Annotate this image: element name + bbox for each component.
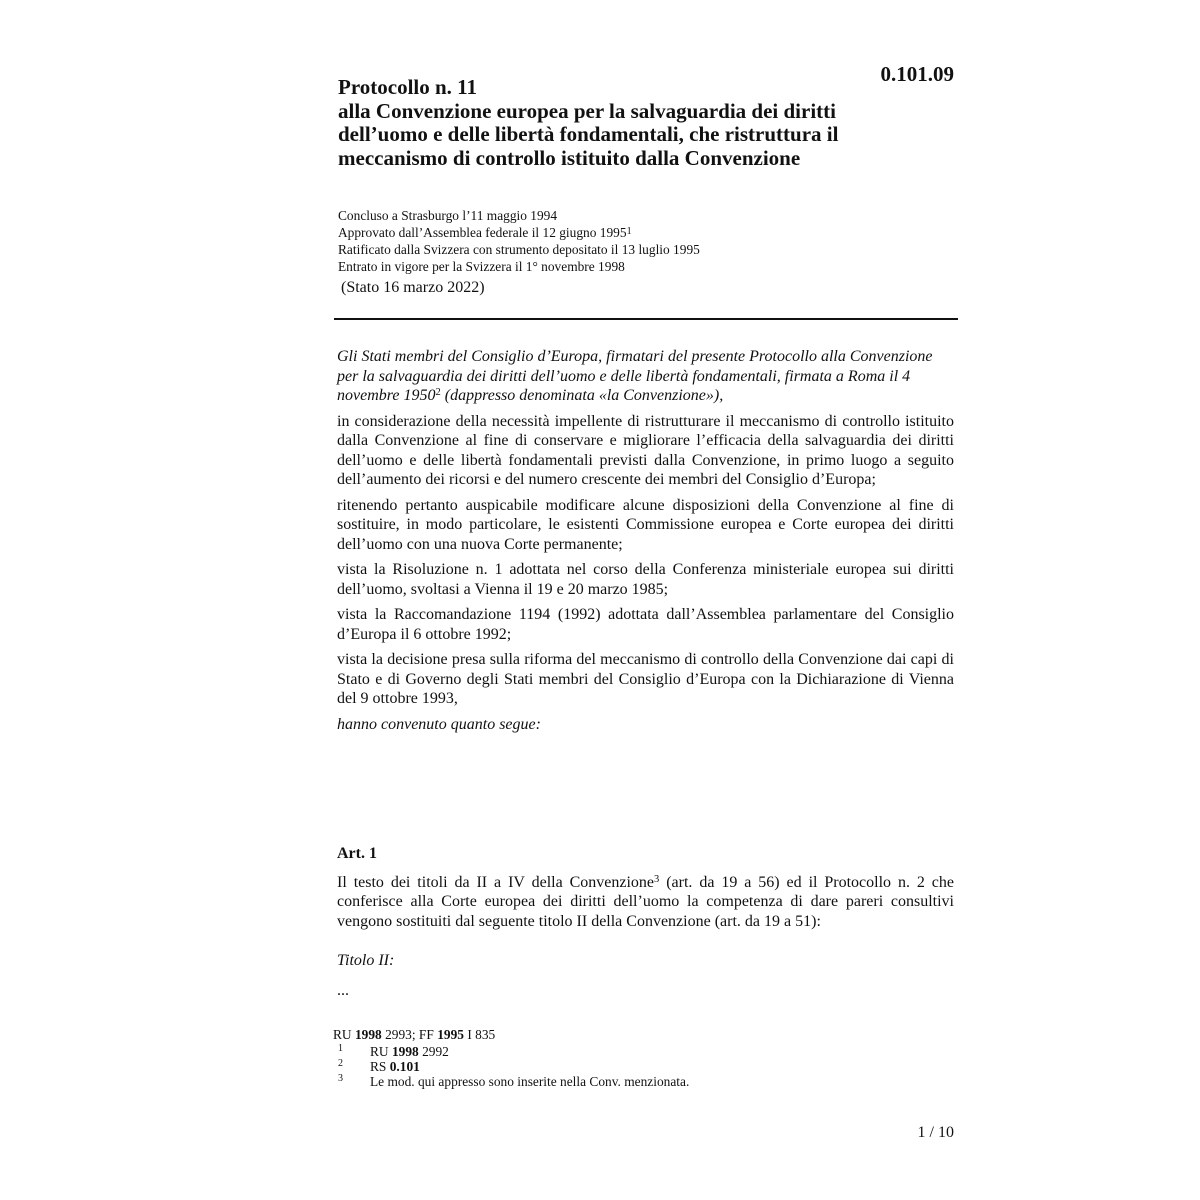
- article-text-part: Il testo dei titoli da II a IV della Convenzione: [337, 873, 655, 891]
- article-text: [337, 873, 954, 932]
- preamble-paragraph: vista la decisione presa sulla riforma del meccanismo di controllo della Convenzione dai capi di Stato e di Governo degli Stati membri del Consiglio d’Europa con la Dichiarazione di Vienna del 9 ottobre 1993,: [337, 651, 954, 707]
- footnote-rest: 2992: [418, 1044, 449, 1059]
- sr-number: 0.101.09: [880, 62, 954, 86]
- treaty-metadata: [338, 207, 938, 275]
- preamble-intro-text: (dappresso denominata «la Convenzione»),: [440, 387, 724, 404]
- ff-year: 1995: [437, 1027, 464, 1042]
- header-divider: [334, 318, 958, 320]
- omission-marker: ...: [337, 982, 349, 999]
- footnote-ref[interactable]: 2: [435, 387, 441, 398]
- footnote-text: [370, 1059, 420, 1075]
- footnote-ref[interactable]: 3: [654, 873, 660, 885]
- document-title: [338, 76, 938, 170]
- approved-line: [338, 224, 938, 241]
- article-heading: Art. 1: [337, 845, 377, 862]
- preamble-paragraph: vista la Risoluzione n. 1 adottata nel corso della Conferenza ministeriale europea sui diritti dell’uomo, svoltasi a Vienna il 19 e 20 marzo 1985;: [337, 561, 954, 598]
- source-reference-text: [333, 1027, 495, 1043]
- footnote-text: [370, 1044, 449, 1060]
- footnote-item: [333, 1044, 953, 1059]
- entry-into-force-line: Entrato in vigore per la Svizzera il 1° novembre 1998: [338, 259, 625, 274]
- footnote-item: [333, 1074, 953, 1089]
- preamble-intro-text: Gli Stati membri del Consiglio d’Europa, firmatari del presente Protocollo alla Convenzione per la salvaguardia dei diritti dell’uomo e delle libertà fondamentali, firmata a Roma il 4 novembre 1950: [337, 348, 933, 404]
- ru-prefix: RU: [333, 1027, 355, 1042]
- footnote-rest: Le mod. qui appresso sono inserite nella Conv. menzionata.: [370, 1074, 690, 1089]
- source-reference: [333, 1027, 953, 1044]
- ff-rest: I 835: [463, 1027, 496, 1042]
- page-number: 1 / 10: [917, 1124, 954, 1141]
- footnotes: [333, 1027, 953, 1089]
- title-line: meccanismo di controllo istituito dalla Convenzione: [338, 145, 801, 170]
- preamble-paragraph: vista la Raccomandazione 1194 (1992) adottata dall’Assemblea parlamentare del Consiglio d’Europa il 6 ottobre 1992;: [337, 606, 954, 643]
- footnote-prefix: RU: [370, 1044, 392, 1059]
- title-heading: Titolo II:: [337, 952, 395, 969]
- footnote-text: [370, 1074, 689, 1090]
- footnote-number: 1: [338, 1043, 343, 1054]
- footnote-bold: 1998: [391, 1044, 419, 1059]
- footnote-ref[interactable]: 1: [626, 226, 632, 237]
- title-line: alla Convenzione europea per la salvaguardia dei diritti: [338, 98, 836, 123]
- preamble-paragraph: in considerazione della necessità impellente di ristrutturare il meccanismo di controllo istituito dalla Convenzione al fine di conservare e migliorare l’efficacia della salvaguardia dei diritti dell’uomo e delle libertà fondamentali previsti dalla Convenzione, in primo luogo a seguito dell’aumento dei ricorsi e del numero crescente dei membri del Consiglio d’Europa;: [337, 412, 954, 488]
- title-line: dell’uomo e delle libertà fondamentali, che ristruttura il: [338, 122, 839, 146]
- approved-text: Approvato dall’Assemblea federale il 12 giugno 1995: [338, 225, 627, 240]
- status-date: (Stato 16 marzo 2022): [341, 279, 485, 296]
- article-1: [337, 844, 954, 931]
- title-line: Protocollo n. 11: [338, 75, 478, 99]
- preamble-intro: [337, 347, 954, 406]
- ru-mid: 2993; FF: [381, 1027, 438, 1042]
- ru-year: 1998: [354, 1027, 382, 1042]
- footnote-item: [333, 1059, 953, 1074]
- ratified-line: Ratificato dalla Svizzera con strumento depositato il 13 luglio 1995: [338, 242, 700, 257]
- footnote-bold: 0.101: [389, 1059, 420, 1074]
- article-text-part: (art. da 19 a 56) ed il Protocollo n. 2 che conferisce alla Corte europea dei diritti dell’uomo la competenza di dare pareri consultivi vengono sostituiti dal seguente titolo II della Convenzione (art. da 19 a 51):: [337, 873, 955, 930]
- footnote-number: 3: [338, 1073, 343, 1084]
- preamble-paragraph: ritenendo pertanto auspicabile modificare alcune disposizioni della Convenzione al fine di sostituire, in modo particolare, le esistenti Commissione europea e Corte europea dei diritti dell’uomo con una nuova Corte permanente;: [337, 496, 954, 553]
- preamble: [337, 347, 954, 740]
- concluded-line: Concluso a Strasburgo l’11 maggio 1994: [338, 208, 558, 223]
- footnote-number: 2: [338, 1058, 343, 1069]
- footnote-prefix: RS: [370, 1059, 390, 1074]
- preamble-closing: hanno convenuto quanto segue:: [337, 715, 541, 733]
